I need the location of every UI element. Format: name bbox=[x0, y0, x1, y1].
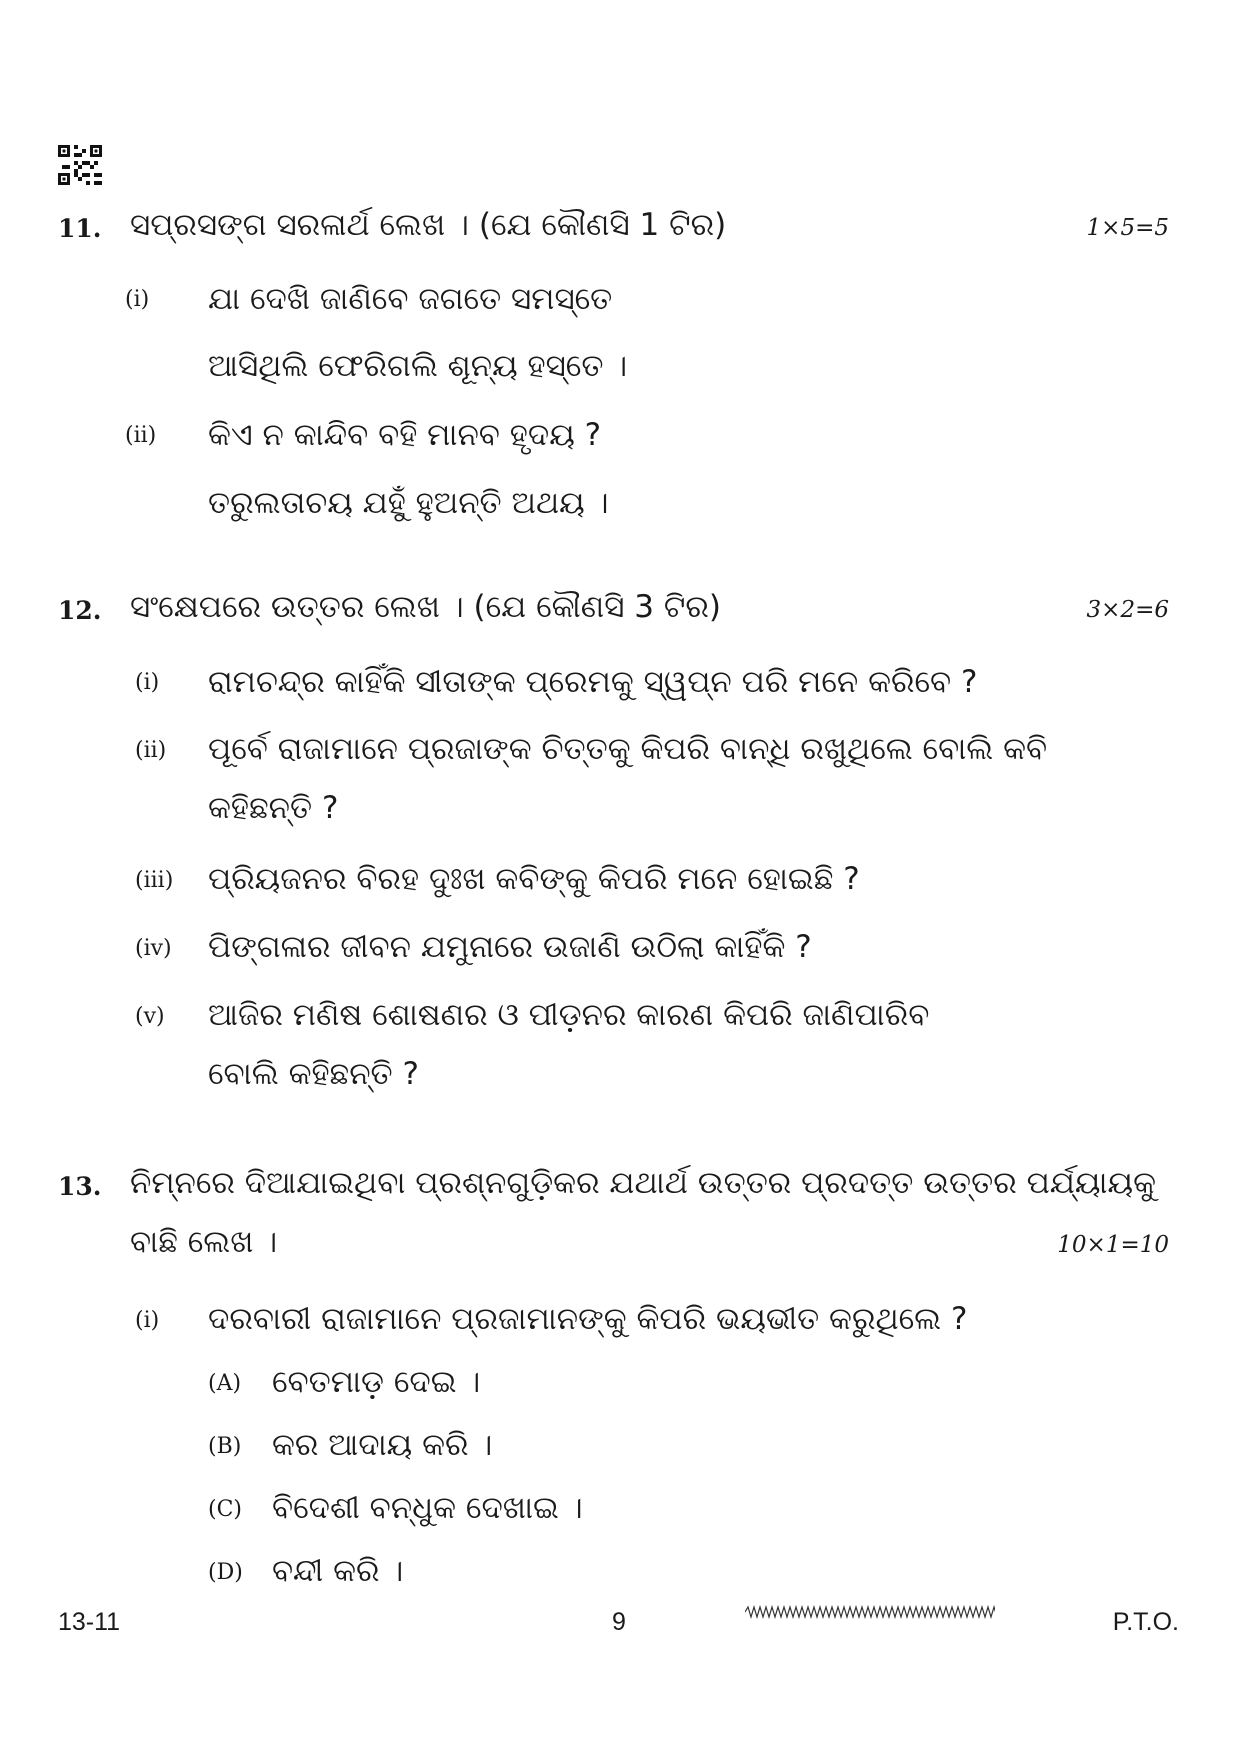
item-label: (ii) bbox=[125, 423, 157, 448]
option-label: (C) bbox=[208, 1497, 242, 1522]
option-text: କର ଆଦାୟ କରି । bbox=[272, 1427, 493, 1463]
item-text: ରାମଚନ୍ଦ୍ର କାହିଁକି ସୀତାଙ୍କ ପ୍ରେମକୁ ସ୍ୱପ୍ନ ପରି ମନେ କରିବେ ? bbox=[208, 664, 978, 700]
item-label: (iii) bbox=[135, 868, 174, 893]
option-text: ବେତମାଡ଼ ଦେଇ । bbox=[272, 1364, 481, 1400]
page-number: 9 bbox=[612, 1608, 626, 1636]
item-text: ପିଙ୍ଗଳାର ଜୀବନ ଯମୁନାରେ ଉଜାଣି ଉଠିଲା କାହିଁକି ? bbox=[208, 929, 812, 965]
item-text: ଯା ଦେଖି ଜାଣିବେ ଜଗତେ ସମସ୍ତେ bbox=[208, 281, 613, 317]
question-number: 12. bbox=[58, 596, 102, 625]
item-text: ପୂର୍ବେ ରାଜାମାନେ ପ୍ରଜାଙ୍କ ଚିତ୍ତକୁ କିପରି ବାନ୍ଧି ରଖୁଥିଲେ ବୋଲି କବି bbox=[208, 731, 1048, 767]
pto-label: P.T.O. bbox=[1112, 1608, 1179, 1636]
wavy-line-decoration bbox=[745, 1604, 995, 1620]
item-text: ବୋଲି କହିଛନ୍ତି ? bbox=[208, 1056, 419, 1092]
option-text: ବିଦେଶୀ ବନ୍ଧୁକ ଦେଖାଇ । bbox=[272, 1490, 583, 1526]
paper-code: 13-11 bbox=[58, 1608, 121, 1636]
item-text: ଆଜିର ମଣିଷ ଶୋଷଣର ଓ ପୀଡ଼ନର କାରଣ କିପରି ଜାଣିପାରିବ bbox=[208, 997, 930, 1033]
option-label: (A) bbox=[208, 1371, 242, 1396]
question-number: 13. bbox=[58, 1172, 102, 1201]
item-label: (i) bbox=[135, 1308, 160, 1333]
item-label: (iv) bbox=[135, 936, 172, 961]
item-label: (i) bbox=[135, 670, 160, 695]
item-text: ପ୍ରିୟଜନର ବିରହ ଦୁଃଖ କବିଙ୍କୁ କିପରି ମନେ ହୋଇଛି ? bbox=[208, 861, 860, 897]
marks-label: 10×1=10 bbox=[1057, 1232, 1169, 1258]
marks-label: 1×5=5 bbox=[1086, 215, 1169, 241]
item-label: (ii) bbox=[135, 738, 167, 763]
option-label: (D) bbox=[208, 1560, 243, 1585]
question-prompt: ନିମ୍ନରେ ଦିଆଯାଇଥିବା ପ୍ରଶ୍ନଗୁଡ଼ିକର ଯଥାର୍ଥ ଉତ୍ତର ପ୍ରଦତ୍ତ ଉତ୍ତର ପର୍ଯ୍ୟାୟକୁ bbox=[130, 1165, 1156, 1201]
option-text: ବନ୍ଦୀ କରି । bbox=[272, 1553, 404, 1589]
question-prompt: ସପ୍ରସଙ୍ଗ ସରଳାର୍ଥ ଲେଖ । (ଯେ କୌଣସି 1 ଟିର) bbox=[130, 207, 727, 243]
item-text: କହିଛନ୍ତି ? bbox=[208, 790, 339, 826]
item-text: ଆସିଥିଲି ଫେରିଗଲି ଶୂନ୍ୟ ହସ୍ତେ । bbox=[208, 348, 628, 384]
marks-label: 3×2=6 bbox=[1086, 597, 1169, 623]
question-number: 11. bbox=[58, 214, 102, 243]
question-prompt: ବାଛି ଲେଖ । bbox=[130, 1224, 278, 1260]
qr-code-icon bbox=[58, 145, 102, 185]
question-prompt: ସଂକ୍ଷେପରେ ଉତ୍ତର ଲେଖ । (ଯେ କୌଣସି 3 ଟିର) bbox=[130, 589, 721, 625]
item-label: (i) bbox=[125, 287, 150, 312]
item-text: ତରୁଲତାଚୟ ଯହୁଁ ହୁଅନ୍ତି ଅଥୟ । bbox=[208, 485, 609, 521]
option-label: (B) bbox=[208, 1434, 242, 1459]
item-text: ଦରବାରୀ ରାଜାମାନେ ପ୍ରଜାମାନଙ୍କୁ କିପରି ଭୟଭୀତ କରୁଥିଲେ ? bbox=[208, 1301, 968, 1337]
item-text: କିଏ ନ କାନ୍ଦିବ ବହି ମାନବ ହୃଦୟ ? bbox=[208, 417, 602, 453]
item-label: (v) bbox=[135, 1004, 165, 1029]
